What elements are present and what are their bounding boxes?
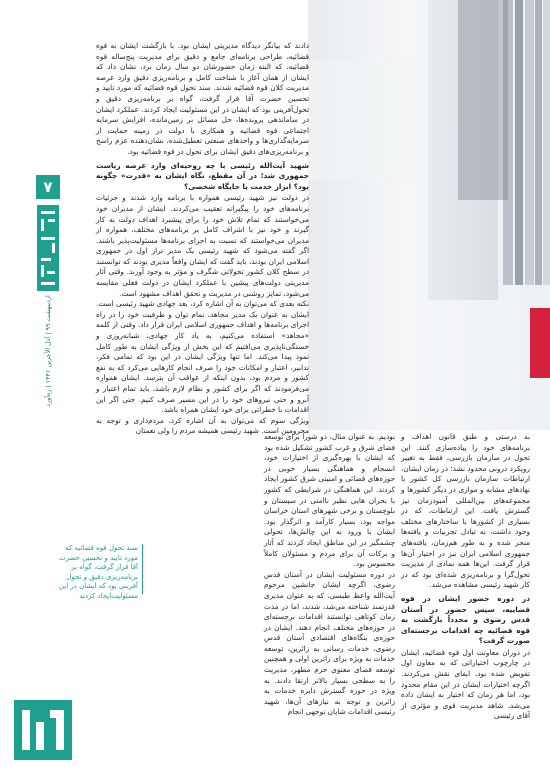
pull-quote: سند تحول قوه قضائیه که مورد تایید و تحسین حضرت آقا قرار گرفت، گواه بر برنامه‌ریزی دقیق و تحول آفرینی بود که ایشان در این مسئولیت‌ایجاد کردند xyxy=(56,544,143,594)
paragraph: در دوره مسئولیت ایشان در آستان قدس رضوی، اگرچه ایشان جانشین مرحوم آیت‌الله واعظ طبسی، که به عنوان مدیری قدرتمند شناخته می‌شد، شدند، اما در مدت زمان کوتاهی توانستند اقدامات برجسته‌ای در حوزه‌های مختلف انجام دهند. ایشان در حوزه‌ی بنگاه‌های اقتصادی آستان قدس رضوی، خدمات رسانی به زائرین، توسعه خدمات به ویژه برای زائرین اولی و همچنین توسعه فضای معنوی حرم مطهر، مدیریت را به سطحی بسیار بالاتر ارتقا دادند. به ویژه در حوزه گسترش دایره خدمات به زائرین و توجه به نیازهای آن‌ها، شهید رئیسی اقدامات شایان توجهی انجام xyxy=(264,569,395,717)
paragraph: ویژگی سوم که می‌توان به آن اشاره کرد، مردم‌داری و توجه به محرومین است. شهید رئیسی همیشه مردم را ولی نعمتان xyxy=(96,415,309,436)
paragraph: نکته بعدی که می‌توان به آن اشاره کرد، بعد جهادی شهید رئیسی است. ایشان به عنوان یک مدیر مجاهد، تمام توان و ظرفیت خود را در راه اجرای برنامه‌ها و اهداف جمهوری اسلامی ایران قرار داد. وقتی از کلمه «مجاهد» استفاده می‌کنیم، به یاد کار جهادی، شبانه‌روزی و خستگی‌ناپذیری می‌افتیم که این بخش از ویژگی ایشان به طور کامل نمود پیدا می‌کند. اما تنها ویژگی ایشان در این بود که تمامی فکر، تدابیر، اعتبار و امکانات خود را صرف انجام کارهایی می‌کرد که به نفع کشور و مردم بود، بدون اینکه از عواقب آن بترسد. ایشان همواره می‌فرمودند که اگر برای کشور و نظام لازم باشد، باید تمام اعتبار و آبرو و حتی نیروهای خود را در این مسیر صرف کنیم. حتی اگر این اقدامات با خطراتی برای خود ایشان همراه باشد. xyxy=(96,299,309,415)
footer-logo xyxy=(14,700,72,760)
column-b xyxy=(264,432,395,718)
paragraph: دادند که بیانگر دیدگاه مدیریتی ایشان بود. با بازگشت ایشان به قوه قضائیه، طراحی برنامه‌ای جامع و دقیق برای مدیریت پنج‌ساله قوه قضائیه، که البته زمان حضورشان دو سال زمان برد، نشان داد که ایشان از همان آغاز با شناخت کامل و برنامه‌ریزی دقیق وارد عرصه مدیریت کلان قوه قضائیه شدند. سند تحول قوه قضائیه که مورد تایید و تحسین حضرت آقا قرار گرفت، گواه بر برنامه‌ریزی دقیق و تحول‌آفرینی بود که ایشان در این مسئولیت ایجاد کردند. عملکرد ایشان در ساماندهی پرونده‌ها، حل مسائل بر زمین‌مانده، افزایش سرمایه اجتماعی قوه قضائیه و همکاری با دولت در زمینه حمایت از سرمایه‌گذاری‌ها و واحدهای صنعتی تعطیل‌شده، نشان‌دهنده عزم راسخ و برنامه‌ریزی‌های دقیق ایشان برای تحول در قوه قضائیه بود. xyxy=(96,41,309,156)
page-number: ۷ xyxy=(36,175,60,199)
issue-date-text: اردیبهشت ۹۹ | آدل الأجرین ۱۴۴۱ | ره‌آورد xyxy=(44,295,52,407)
magazine-logo xyxy=(37,205,59,291)
paragraph: در دولت نیز شهید رئیسی همواره با برنامه وارد شدند و جزئیات برنامه‌های خود را پیگیرانه تعقیب می‌کردند. ایشان از مدیران خود می‌خواستند که تمام تلاش خود را برای پیشبرد اهداف دولت به کار گیرند و خود نیز با اشراف کامل بر برنامه‌های مختلف، همواره از مدیران می‌خواستند که نسبت به اجرای برنامه‌ها مسئولیت‌پذیر باشند. اگر گفته می‌شود که شهید رئیسی یک مدیر تراز اول در جمهوری اسلامی ایران بودند، باید گفت که ایشان واقعاً مدیری بودند که توانستند در سطح کلان کشور تحولاتی شگرف و مؤثر به وجود آورند. وقتی آثار مدیریتی دولت‌های پیشین با عملکرد ایشان در دولت فعلی مقایسه می‌شود، تمایز روشنی در مدیریت و تحقق اهداف مشهود است. xyxy=(96,193,309,298)
paragraph: به درستی و طبق قانون اهداف و برنامه‌های خود را پیاده‌سازی کنند. این تحول در سازمان بازرسی، فقط به تغییر رویکرد درونی محدود نشد؛ در زمان ایشان، ارتباطات سازمان بازرسی کل کشور با نهادهای مشابه و موازی در دیگر کشورها و مجموعه‌های بین‌المللی آمبودزمان نیز گسترش یافت. این ارتباطات، که در بسیاری از کشورها با ساختارهای مختلف وجود داشت، به تبادل تجربیات و یافته‌ها منجر شده و به طور هم‌زمان، یافته‌های جمهوری اسلامی ایران نیز در اختیار آن‌ها قرار گرفت. این‌ها همه نمادی از مدیریت تحول‌گرا و برنامه‌ریزی شده‌ای بود که در کار شهید رئیسی مشاهده می‌شد. xyxy=(401,432,530,590)
interview-question: در دوره حضور ایشان در قوه قضاییه، سپس حضور در آستان قدس رضوی و مجدداً بازگشت به قوه قضائیه چه اقدامات برجسته‌ای صورت گرفت؟ xyxy=(401,593,530,646)
interview-question: شهید آیت‌الله رئیسی با چه روحیه‌ای وارد عرصه ریاست جمهوری شد؛ در آن مقطع، نگاه ایشان به «قدرت» چگونه بود؟ ابزار خدمت یا جایگاه شخصی؟ xyxy=(96,160,309,191)
issue-date xyxy=(36,296,60,406)
paragraph: در دوران معاونت اول قوه قضائیه، ایشان در چارچوب اختیاراتی که به معاون اول تفویض شده بود، ایفای نقش می‌کردند. اگرچه اختیارات ایشان در این مقام محدود بود، اما هر زمان که اختیار به ایشان داده می‌شد، شاهد مدیریت قوی و مؤثری از آقای رئیسی xyxy=(401,647,530,721)
paragraph: بودیم. به عنوان مثال، دو شورا برای توسعه فضای شرق و غرب کشور تشکیل شده بود که ایشان با بهره‌گیری از اختیارات خود، انسجام و هماهنگی بسیار خوبی در حوزه‌های قضائی و امنیتی شرق کشور ایجاد کردند. این هماهنگی در شرایطی که کشور با بحران هایی نظیر ناامنی در سیستان و بلوچستان و برخی شهرهای استان خراسان مواجه بود، بسیار کارآمد و اثرگذار بود. ایشان با ورود به این چالش‌ها، تحولی چشمگیر در این مناطق ایجاد کردند که آثار و برکات آن برای مردم و مسئولان کاملاً محسوس بود. xyxy=(264,432,395,569)
column-c xyxy=(401,432,530,722)
column-a xyxy=(96,41,309,437)
header-photo xyxy=(308,0,550,430)
